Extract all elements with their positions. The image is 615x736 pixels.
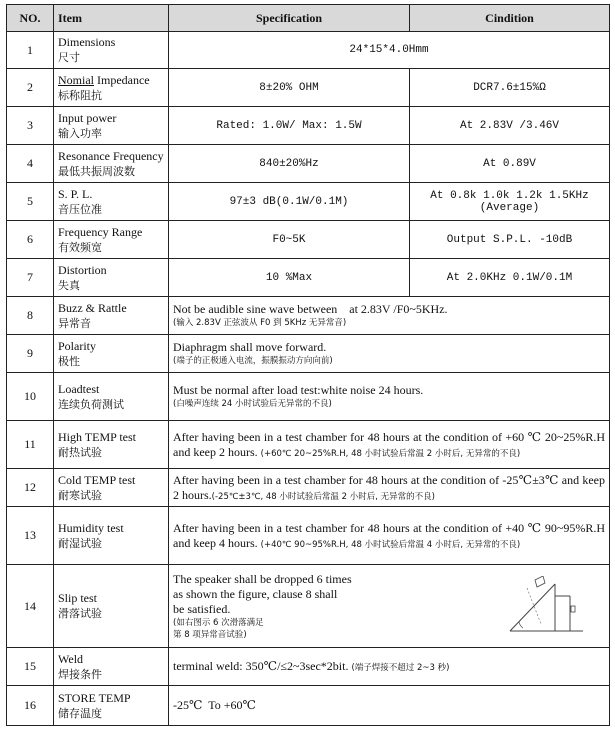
header-no: NO. bbox=[7, 5, 54, 32]
item-en-underlined: Nomial bbox=[58, 72, 94, 87]
item-zh: 最低共振周波数 bbox=[58, 164, 135, 178]
requirement-text: terminal weld: 350℃/≤2~3sec*2bit. bbox=[173, 659, 349, 673]
row-no: 15 bbox=[7, 648, 54, 686]
row-cond: At 0.89V bbox=[410, 145, 610, 183]
item-en: Buzz & Rattle bbox=[58, 300, 127, 315]
item-zh: 尺寸 bbox=[58, 51, 80, 64]
row-no: 12 bbox=[7, 469, 54, 507]
item-en: Resonance Frequency bbox=[58, 148, 164, 163]
requirement-text: After having been in a test chamber for 48 hours at the condition of -25℃±3℃ and keep 2 hours. bbox=[173, 472, 605, 502]
row-no: 4 bbox=[7, 145, 54, 183]
requirement-note: (输入 2.83V 正弦波从 F0 到 5KHz 无异常音) bbox=[173, 318, 347, 328]
row-spec: Rated: 1.0W/ Max: 1.5W bbox=[169, 107, 410, 145]
row-item bbox=[54, 507, 169, 565]
row-item bbox=[54, 69, 169, 107]
table-row bbox=[7, 469, 610, 507]
row-no: 7 bbox=[7, 259, 54, 297]
requirement-text: Must be normal after load test:white noise 24 hours. bbox=[173, 383, 424, 397]
item-en: Loadtest bbox=[58, 381, 100, 396]
item-zh: 异常音 bbox=[58, 316, 91, 330]
table-row bbox=[7, 335, 610, 373]
item-en: Weld bbox=[58, 651, 84, 666]
item-en: STORE TEMP bbox=[58, 690, 131, 705]
item-zh: 耐湿试验 bbox=[58, 536, 102, 550]
row-item bbox=[54, 565, 169, 648]
table-row bbox=[7, 107, 610, 145]
table-row bbox=[7, 373, 610, 421]
item-zh: 音压位准 bbox=[58, 202, 102, 216]
row-item bbox=[54, 221, 169, 259]
requirement-note-2: 第 8 项异常音试验) bbox=[173, 629, 247, 640]
item-zh: 焊接条件 bbox=[58, 667, 102, 681]
row-cond: At 2.0KHz 0.1W/0.1M bbox=[410, 259, 610, 297]
item-zh: 耐热试验 bbox=[58, 445, 102, 459]
row-no: 13 bbox=[7, 507, 54, 565]
row-no: 5 bbox=[7, 183, 54, 221]
table-row bbox=[7, 565, 610, 648]
row-item bbox=[54, 32, 169, 69]
row-item bbox=[54, 373, 169, 421]
item-zh: 耐寒试验 bbox=[58, 488, 102, 502]
row-item bbox=[54, 686, 169, 726]
row-cond: DCR7.6±15%Ω bbox=[410, 69, 610, 107]
row-no: 10 bbox=[7, 373, 54, 421]
row-spec: 8±20% OHM bbox=[169, 69, 410, 107]
item-zh: 有效频宽 bbox=[58, 240, 102, 254]
row-no: 2 bbox=[7, 69, 54, 107]
requirement-text: Diaphragm shall move forward. bbox=[173, 340, 327, 354]
row-spec: 10 %Max bbox=[169, 259, 410, 297]
requirement-text-2: as shown the figure, clause 8 shall bbox=[173, 586, 338, 601]
row-requirement bbox=[169, 421, 610, 469]
row-item bbox=[54, 107, 169, 145]
item-en: Dimensions bbox=[58, 35, 116, 49]
row-no: 6 bbox=[7, 221, 54, 259]
header-item: Item bbox=[54, 5, 169, 32]
row-no: 8 bbox=[7, 297, 54, 335]
table-row bbox=[7, 297, 610, 335]
item-zh: 滑落试验 bbox=[58, 607, 102, 620]
row-requirement bbox=[169, 507, 610, 565]
table-row bbox=[7, 507, 610, 565]
row-requirement bbox=[169, 297, 610, 335]
row-no: 1 bbox=[7, 32, 54, 69]
header-cond: Cindition bbox=[410, 5, 610, 32]
header-row bbox=[7, 5, 610, 32]
item-en: Frequency Range bbox=[58, 224, 143, 239]
requirement-text-1: The speaker shall be dropped 6 times bbox=[173, 571, 352, 586]
row-requirement bbox=[169, 686, 610, 726]
table-row bbox=[7, 69, 610, 107]
spec-table bbox=[6, 4, 610, 726]
table-row bbox=[7, 421, 610, 469]
requirement-text: -25℃ To +60℃ bbox=[173, 698, 256, 712]
requirement-note: (白噪声连续 24 小时试验后无异常的不良) bbox=[173, 399, 332, 409]
row-spec: F0~5K bbox=[169, 221, 410, 259]
table-row bbox=[7, 259, 610, 297]
row-cond: At 0.8k 1.0k 1.2k 1.5KHz (Average) bbox=[410, 183, 610, 221]
row-cond: Output S.P.L. -10dB bbox=[410, 221, 610, 259]
item-en: Polarity bbox=[58, 338, 96, 353]
item-en: Slip test bbox=[58, 591, 98, 605]
requirement-text-3: be satisfied. bbox=[173, 601, 231, 616]
table-row bbox=[7, 183, 610, 221]
table-row bbox=[7, 32, 610, 69]
row-item bbox=[54, 469, 169, 507]
item-en: Humidity test bbox=[58, 520, 124, 535]
requirement-note: (端子焊接不超过 2~3 秒) bbox=[351, 663, 450, 673]
row-spec: 97±3 dB(0.1W/0.1M) bbox=[169, 183, 410, 221]
requirement-note-1: (如右图示 6 次滑落满足 bbox=[173, 617, 264, 628]
item-zh: 标称阻抗 bbox=[58, 88, 102, 102]
table-row bbox=[7, 221, 610, 259]
row-item bbox=[54, 259, 169, 297]
item-en: High TEMP test bbox=[58, 429, 137, 444]
row-requirement bbox=[169, 469, 610, 507]
row-item bbox=[54, 297, 169, 335]
table-row bbox=[7, 145, 610, 183]
requirement-note: (端子的正极通入电流，振膜振动方向向前) bbox=[173, 356, 333, 366]
item-zh: 输入功率 bbox=[58, 126, 102, 140]
row-spec: 24*15*4.0Hmm bbox=[169, 32, 610, 69]
row-item bbox=[54, 183, 169, 221]
item-en: Input power bbox=[58, 110, 117, 125]
header-spec: Specification bbox=[169, 5, 410, 32]
table-row bbox=[7, 686, 610, 726]
item-zh: 储存温度 bbox=[58, 706, 102, 720]
requirement-note: (+60℃ 20~25%R.H, 48 小时试验后常温 2 小时后, 无异常的不良) bbox=[260, 448, 521, 459]
item-en: S. P. L. bbox=[58, 186, 93, 201]
row-item bbox=[54, 421, 169, 469]
row-item bbox=[54, 648, 169, 686]
row-no: 11 bbox=[7, 421, 54, 469]
item-en: Cold TEMP test bbox=[58, 472, 136, 487]
requirement-note: (-25℃±3℃, 48 小时试验后常温 2 小时后, 无异常的不良) bbox=[211, 491, 435, 502]
row-requirement bbox=[169, 648, 610, 686]
row-item bbox=[54, 335, 169, 373]
requirement-text: Not be audible sine wave between at 2.83V /F0~5KHz. bbox=[173, 302, 448, 316]
requirement-text: After having been in a test chamber for 48 hours at the condition of +40 ℃ 90~95%R.H and keep 4 hours. bbox=[173, 520, 605, 550]
row-cond: At 2.83V /3.46V bbox=[410, 107, 610, 145]
row-no: 16 bbox=[7, 686, 54, 726]
requirement-text: After having been in a test chamber for 48 hours at the condition of +60 ℃ 20~25%R.H and keep 2 hours. bbox=[173, 429, 605, 459]
slip-test-figure bbox=[505, 576, 585, 636]
requirement-note: (+40℃ 90~95%R.H, 48 小时试验后常温 4 小时后, 无异常的不良) bbox=[260, 539, 521, 550]
row-item bbox=[54, 145, 169, 183]
row-requirement bbox=[169, 335, 610, 373]
item-zh: 失真 bbox=[58, 278, 80, 292]
item-en: Impedance bbox=[94, 72, 150, 87]
row-no: 9 bbox=[7, 335, 54, 373]
row-requirement bbox=[169, 565, 610, 648]
item-zh: 连续负荷测试 bbox=[58, 397, 124, 411]
row-no: 14 bbox=[7, 565, 54, 648]
item-zh: 极性 bbox=[58, 354, 80, 368]
row-no: 3 bbox=[7, 107, 54, 145]
row-spec: 840±20%Hz bbox=[169, 145, 410, 183]
row-requirement bbox=[169, 373, 610, 421]
item-en: Distortion bbox=[58, 262, 107, 277]
table-row bbox=[7, 648, 610, 686]
